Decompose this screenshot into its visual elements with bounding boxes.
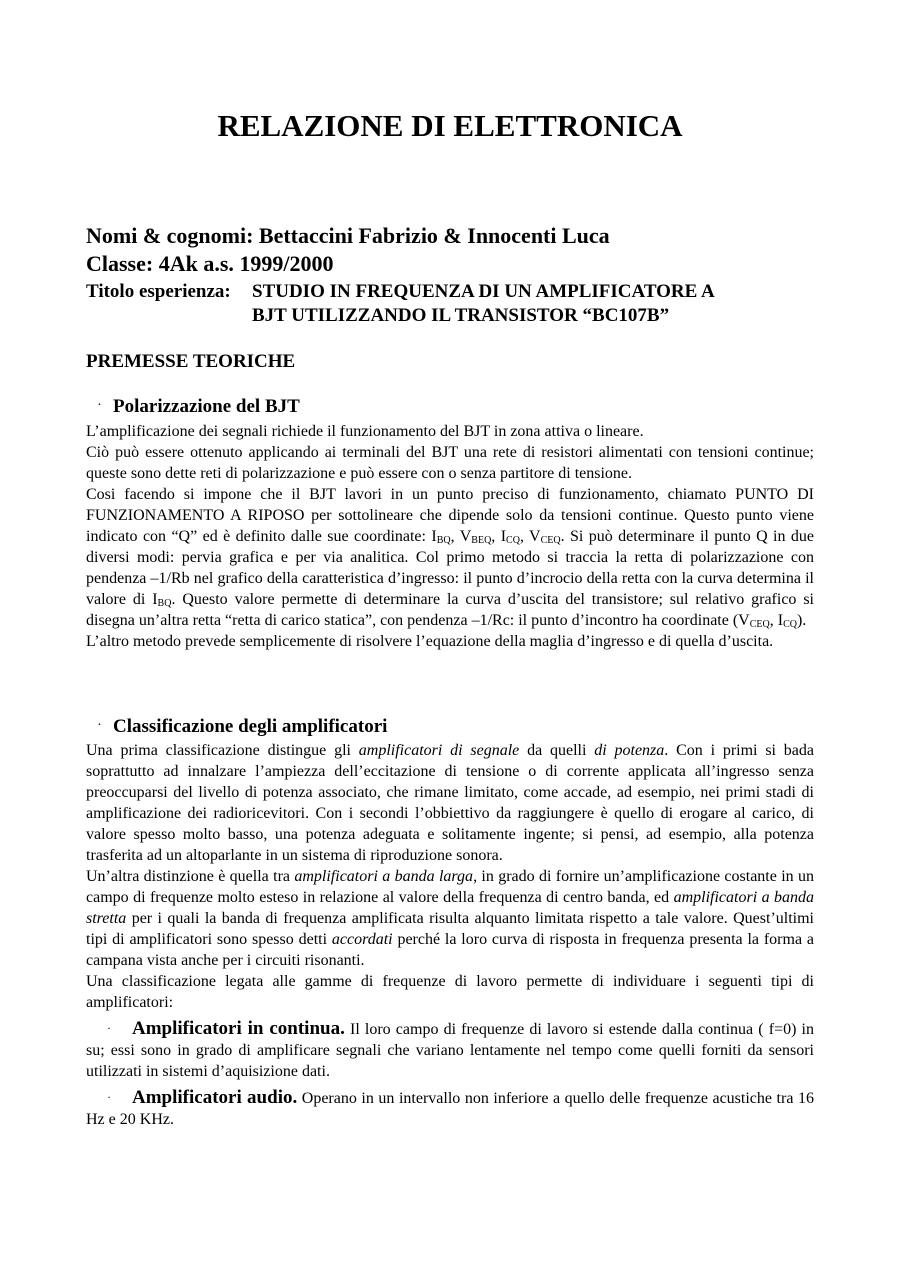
classificazione-body bbox=[86, 740, 814, 1130]
paragraph: L’amplificazione dei segnali richiede il funzionamento del BJT in zona attiva o lineare. bbox=[86, 423, 644, 440]
experiment-title-line2: BJT UTILIZZANDO IL TRANSISTOR “BC107B” bbox=[252, 305, 670, 326]
bullet-icon: · bbox=[107, 1021, 111, 1035]
bullet-icon: · bbox=[97, 398, 102, 413]
student-names: Nomi & cognomi: Bettaccini Fabrizio & Innocenti Luca bbox=[86, 223, 610, 248]
experiment-label: Titolo esperienza: bbox=[86, 281, 231, 302]
paragraph: L’altro metodo prevede semplicemente di risolvere l’equazione della maglia d’ingresso e di quella d’uscita. bbox=[86, 633, 774, 650]
paragraph-q-point: Cosi facendo si impone che il BJT lavori in un punto preciso di funzionamento, chiamato PUNTO DI FUNZIONAMENTO A RIPOSO per sottolineare che dipende solo da tensioni continue. Questo punto viene indicato con “Q” ed è definito dalle sue coordinate: $I_{BQ}$, $V_{BEQ}$, $I_{CQ}$, $V_{CEQ}$. Si può determinare il punto Q in due diversi modi: pervia grafica e per via analitica. Col primo metodo si traccia la retta di polarizzazione con pendenza –1/Rb nel grafico della caratteristica d’ingresso: il punto d’incrocio della retta con la curva determina il valore di $I_{BQ}$. Questo valore permette di determinare la curva d’uscita del transistore; sul relativo grafico si disegna un’altra retta “retta di carico statica”, con pendenza –1/Rc: il punto d’incontro ha coordinate ($V_{CEQ}$, $I_{CQ}$). bbox=[86, 486, 815, 630]
list-item: · Amplificatori audio. Operano in un intervallo non inferiore a quello delle frequenze acustiche tra 16 Hz e 20 KHz. bbox=[86, 1087, 814, 1128]
polarizzazione-body bbox=[86, 421, 814, 652]
paragraph: Una classificazione legata alle gamme di frequenze di lavoro permette di individuare i seguenti tipi di amplificatori: bbox=[86, 973, 814, 1011]
class-year: Classe: 4Ak a.s. 1999/2000 bbox=[86, 251, 334, 276]
subheading-text: Classificazione degli amplificatori bbox=[113, 716, 388, 737]
paragraph: Un’altra distinzione è quella tra amplificatori a banda larga, in grado di fornire un’amplificazione costante in un campo di frequenze molto esteso in relazione al valore della frequenza di centro banda, ed amplificatori a banda stretta per i quali la banda di frequenza amplificata risulta alquanto limitata rispetto a tale valore. Quest’ultimi tipi di amplificatori sono spesso detti accordati perché la loro curva di risposta in frequenza presenta la forma a campana vista anche per i circuiti risonanti. bbox=[86, 868, 814, 969]
document-title: RELAZIONE DI ELETTRONICA bbox=[217, 108, 683, 143]
bullet-icon: · bbox=[97, 718, 102, 733]
subheading-text: Polarizzazione del BJT bbox=[113, 396, 300, 417]
experiment-title-line1: STUDIO IN FREQUENZA DI UN AMPLIFICATORE A bbox=[252, 281, 715, 302]
subheading-classificazione bbox=[86, 716, 387, 738]
bullet-icon: · bbox=[107, 1090, 111, 1104]
list-item: · Amplificatori in continua. Il loro campo di frequenze di lavoro si estende dalla continua ( f=0) in su; essi sono in grado di amplificare segnali che variano lentamente nel tempo come quelli forniti da sensori utilizzati in sistemi d’aquisizione dati. bbox=[86, 1018, 815, 1080]
paragraph: Ciò può essere ottenuto applicando ai terminali del BJT una rete di resistori alimentati con tensioni continue; queste sono dette reti di polarizzazione e può essere con o senza partitore di tensione. bbox=[86, 444, 814, 482]
subheading-polarizzazione bbox=[86, 396, 300, 418]
section-heading: PREMESSE TEORICHE bbox=[86, 351, 296, 372]
paragraph: Una prima classificazione distingue gli amplificatori di segnale da quelli di potenza. Con i primi si bada soprattutto ad innalzare l’ampiezza dell’eccitazione di tensione o di corrente applicata all’ingresso senza preoccuparsi del livello di potenza associato, che rimane limitato, come accade, ad esempio, nei primi stadi di amplificazione dei radioricevitori. Con i secondi l’obbiettivo da raggiungere è quello di erogare al carico, di valore spesso molto basso, una potenza adeguata e solitamente ingente; si pensi, ad esempio, alla potenza trasferita ad un altoparlante in un sistema di riproduzione sonora. bbox=[86, 742, 814, 864]
experiment-title bbox=[86, 280, 816, 328]
